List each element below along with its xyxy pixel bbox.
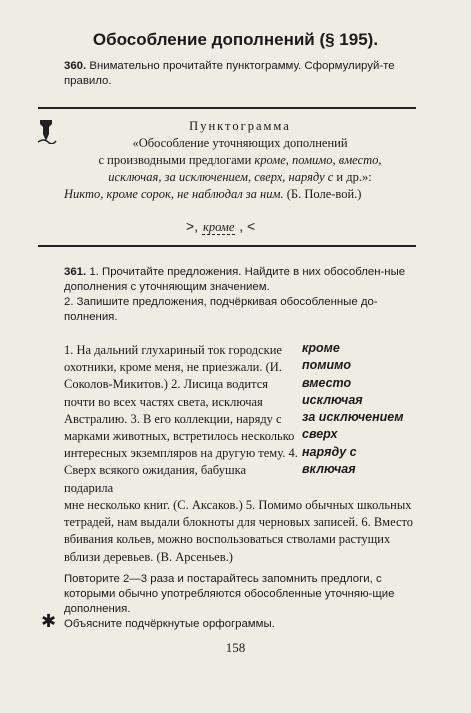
punktogramma-label: Пунктограмма bbox=[189, 119, 291, 133]
preposition-item: вместо bbox=[302, 375, 352, 390]
task-1 bbox=[64, 265, 426, 295]
rule-line-2-prepositions: кроме, помимо, вместо, bbox=[254, 153, 382, 167]
exercise-361-tasks bbox=[64, 265, 426, 325]
preposition-item: включая bbox=[302, 462, 356, 477]
spelling-note: Объясните подчёркнутые орфограммы. bbox=[64, 618, 275, 630]
rule-line-3-prepositions: исключая, за исключением, сверх, наряду с bbox=[108, 170, 334, 184]
repeat-note: Повторите 2—3 раза и постарайтесь запомнить предлоги, с которыми обычно употребляются обособленные уточняю-щие дополнения. bbox=[64, 573, 395, 615]
preposition-item: помимо bbox=[302, 358, 352, 373]
exercise-text-wide bbox=[64, 497, 426, 566]
preposition-item: сверх bbox=[302, 427, 338, 442]
scheme-right: , < bbox=[235, 218, 256, 234]
task-2: 2. Запишите предложения, подчёркивая обособленные до-полнения. bbox=[64, 296, 378, 323]
divider-bottom bbox=[38, 245, 416, 247]
punktogramma-box bbox=[62, 118, 418, 186]
task-1-text: 1. Прочитайте предложения. Найдите в них обособлен-ные дополнения с уточняющим значением. bbox=[64, 266, 406, 293]
page-number: 158 bbox=[225, 640, 246, 655]
example-text: Никто, кроме сорок, не наблюдал за ним. bbox=[64, 187, 284, 201]
punctuation-scheme bbox=[186, 218, 255, 235]
preposition-item: исключая bbox=[302, 392, 363, 407]
preposition-item: за исключением bbox=[302, 410, 404, 425]
example-source: (Б. Поле-вой.) bbox=[283, 187, 362, 201]
preposition-item: кроме bbox=[302, 341, 340, 355]
example-sentence bbox=[64, 186, 420, 203]
exercise-text-narrow bbox=[64, 342, 298, 497]
scheme-left: >, bbox=[186, 218, 202, 234]
prepositions-list bbox=[302, 340, 403, 478]
divider-top bbox=[38, 107, 416, 109]
sentences-part-1: 1. На дальний глухариный ток городские охотники, кроме меня, не приезжали. (И. Соколов-Микитов.) 2. Лисица водится почти во всех частях света, исключая Австралию. 3. В его коллекции, наряду с марками животных, встретилось несколько интересных экземпляров на другую тему. 4. Сверх всякого ожидания, бабушка подарила bbox=[64, 343, 298, 495]
rule-line-2-text: с производными предлогами bbox=[98, 153, 255, 167]
asterisk-icon: ✱ bbox=[41, 611, 57, 632]
exercise-number: 361. bbox=[64, 266, 87, 278]
rule-line-2 bbox=[62, 152, 418, 169]
sentences-part-2: мне несколько книг. (С. Аксаков.) 5. Помимо обычных школьных тетрадей, нам выдали блокноты для черновых записей. 6. Вместо вбивания кольев, можно воспользоваться стволами растущих вблизи деревьев. (В. Арсеньев.) bbox=[64, 498, 414, 564]
rule-line-1: «Обособление уточняющих дополнений bbox=[132, 136, 348, 150]
preposition-item: наряду с bbox=[302, 444, 357, 459]
section-title: Обособление дополнений (§ 195). bbox=[92, 30, 379, 49]
exercise-360 bbox=[64, 59, 426, 89]
scheme-word: кроме bbox=[202, 220, 235, 234]
pen-icon bbox=[36, 118, 58, 144]
exercise-number: 360. bbox=[64, 60, 87, 72]
rule-line-3 bbox=[62, 169, 418, 186]
exercise-text: Внимательно прочитайте пунктограмму. Сформулируй-те правило. bbox=[64, 60, 395, 87]
rule-line-3-text: и др.»: bbox=[333, 170, 372, 184]
